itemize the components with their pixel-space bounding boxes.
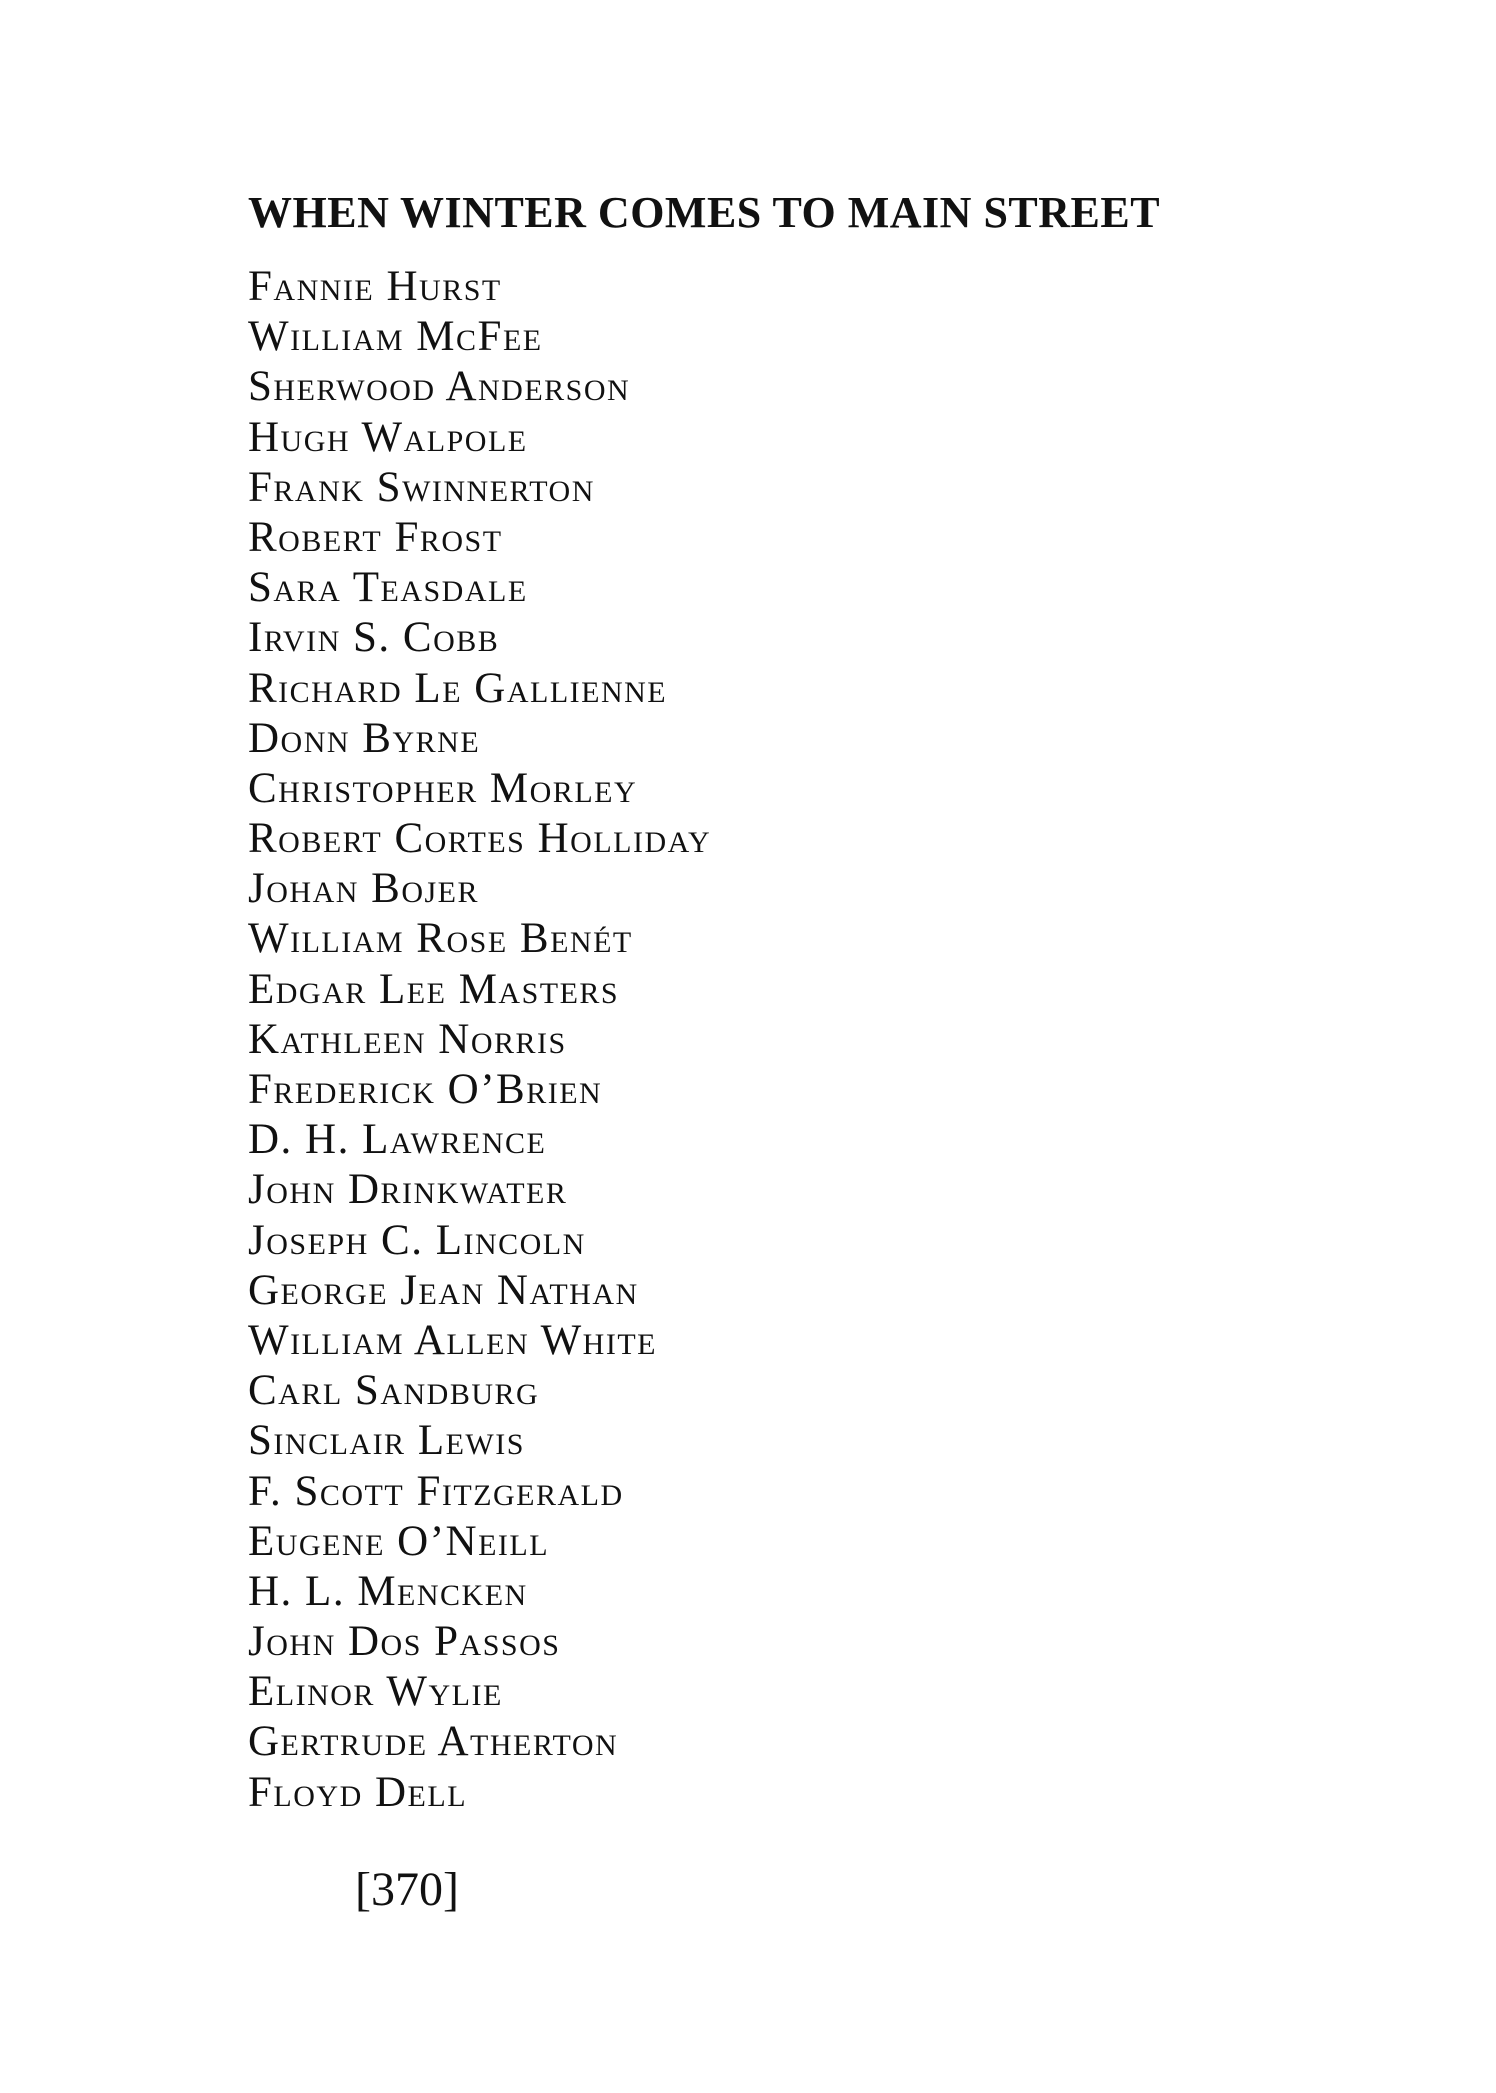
author-list bbox=[248, 262, 711, 1818]
author-name: Christopher Morley bbox=[248, 764, 638, 812]
author-name: Fannie Hurst bbox=[248, 263, 502, 310]
author-name: H. L. Mencken bbox=[248, 1567, 528, 1615]
author-name: Robert Frost bbox=[248, 513, 503, 561]
author-name: Frank Swinnerton bbox=[248, 463, 595, 511]
author-name: Eugene O’Neill bbox=[248, 1517, 550, 1565]
author-name: Floyd Dell bbox=[248, 1768, 468, 1816]
author-name: Donn Byrne bbox=[248, 714, 481, 762]
author-name: Robert Cortes Holliday bbox=[248, 815, 712, 863]
author-name: Kathleen Norris bbox=[248, 1015, 567, 1063]
author-name: Gertrude Atherton bbox=[248, 1718, 619, 1766]
author-name: Edgar Lee Masters bbox=[248, 965, 620, 1013]
author-name: Frederick O’Brien bbox=[248, 1066, 603, 1113]
author-name: Sara Teasdale bbox=[248, 564, 528, 612]
author-name: Irvin S. Cobb bbox=[248, 614, 500, 662]
author-name: Joseph C. Lincoln bbox=[248, 1216, 586, 1264]
author-name: Carl Sandburg bbox=[248, 1367, 540, 1415]
author-name: John Drinkwater bbox=[248, 1166, 568, 1214]
page-number: [370] bbox=[355, 1863, 459, 1916]
author-name: D. H. Lawrence bbox=[248, 1116, 547, 1164]
author-name: George Jean Nathan bbox=[248, 1266, 639, 1314]
author-name: Sinclair Lewis bbox=[248, 1417, 525, 1465]
author-name: Johan Bojer bbox=[248, 865, 479, 913]
author-name: Richard Le Gallienne bbox=[248, 664, 668, 712]
author-name: William Allen White bbox=[248, 1316, 657, 1364]
author-name: Elinor Wylie bbox=[248, 1668, 503, 1716]
author-name: William McFee bbox=[248, 313, 543, 361]
author-name: William Rose Benét bbox=[248, 915, 633, 963]
author-name: John Dos Passos bbox=[248, 1618, 561, 1666]
author-name: Sherwood Anderson bbox=[248, 363, 631, 411]
author-name: F. Scott Fitzgerald bbox=[248, 1467, 624, 1515]
page-title: WHEN WINTER COMES TO MAIN STREET bbox=[248, 188, 1161, 237]
author-name: Hugh Walpole bbox=[248, 413, 528, 461]
